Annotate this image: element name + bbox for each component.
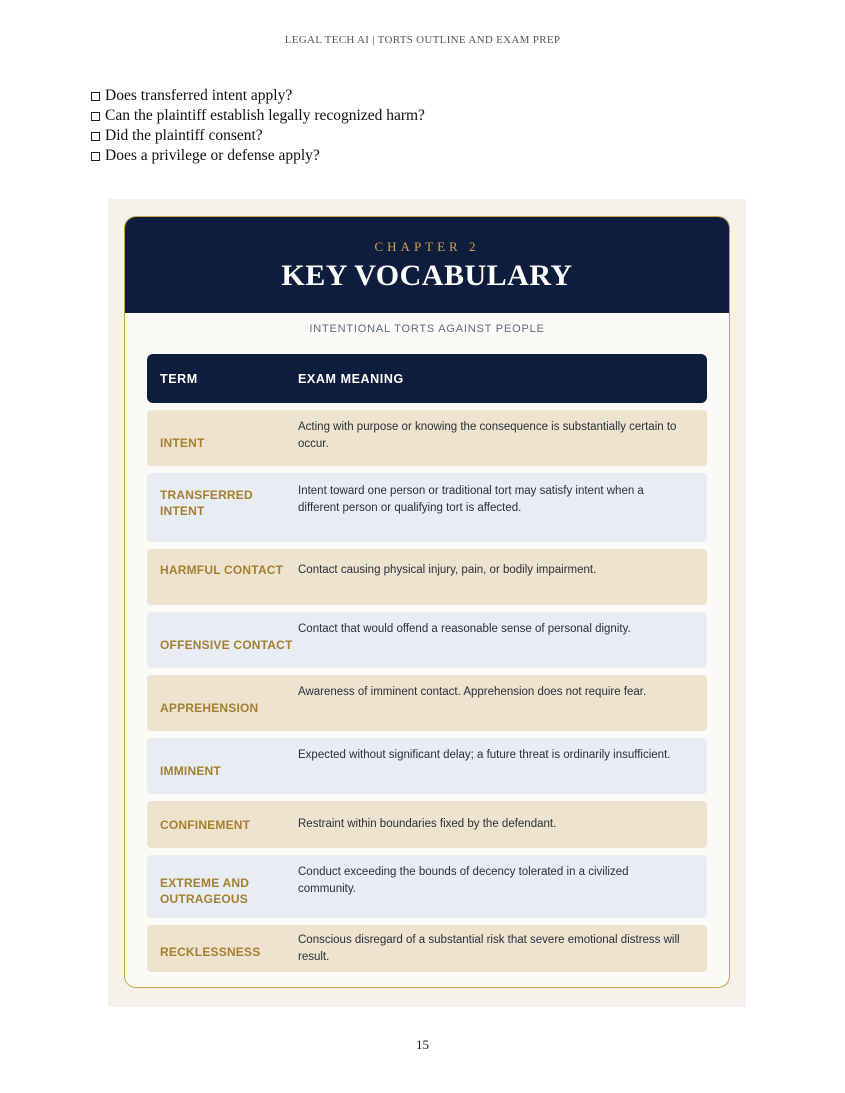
term-cell: APPREHENSION [160,700,259,715]
table-row [147,738,707,794]
meaning-cell: Restraint within boundaries fixed by the defendant. [298,818,557,830]
term-cell: CONFINEMENT [160,817,251,832]
vocabulary-card [124,216,730,988]
card-title: KEY VOCABULARY [281,259,573,292]
table-row [147,855,707,918]
term-cell: RECKLESSNESS [160,945,261,959]
meaning-cell: Contact that would offend a reasonable sense of personal dignity. [298,623,631,635]
running-header: LEGAL TECH AI | TORTS OUTLINE AND EXAM PREP [284,34,561,46]
term-cell: EXTREME AND OUTRAGEOUS [160,876,250,906]
checklist-item-text: Does a privilege or defense apply? [105,147,320,164]
meaning-cell: Acting with purpose or knowing the consequence is substantially certain to occur. [298,421,677,450]
table-row [147,801,707,848]
checklist-item-text: Can the plaintiff establish legally recognized harm? [105,107,425,124]
checkbox-icon [91,92,100,101]
column-header-meaning: EXAM MEANING [298,371,404,386]
term-cell: INTENT [160,435,205,450]
card-subtitle: INTENTIONAL TORTS AGAINST PEOPLE [309,323,545,335]
vocabulary-table [147,354,707,979]
checklist-item [91,86,425,106]
meaning-cell: Expected without significant delay; a future threat is ordinarily insufficient. [298,749,671,761]
column-header-term: TERM [160,371,198,386]
term-cell: HARMFUL CONTACT [160,563,284,577]
table-header [147,354,707,403]
checkbox-icon [91,112,100,121]
meaning-cell: Contact causing physical injury, pain, or bodily impairment. [298,564,597,576]
checklist-item [91,106,425,126]
checklist-item [91,126,425,146]
card-header [125,217,729,313]
checkbox-icon [91,152,100,161]
table-row [147,549,707,605]
checkbox-icon [91,132,100,141]
table-row [147,925,707,972]
checklist-item-text: Did the plaintiff consent? [105,127,263,144]
term-cell: TRANSFERRED INTENT [160,488,253,518]
meaning-cell: Conduct exceeding the bounds of decency tolerated in a civilized community. [298,866,629,895]
table-row [147,612,707,668]
checklist-item-text: Does transferred intent apply? [105,87,293,104]
term-cell: OFFENSIVE CONTACT [160,637,293,652]
checklist [91,86,425,166]
meaning-cell: Conscious disregard of a substantial risk that severe emotional distress will result. [298,934,680,963]
table-row [147,473,707,542]
page-number: 15 [416,1037,429,1052]
table-row [147,410,707,466]
table-row [147,675,707,731]
meaning-cell: Awareness of imminent contact. Apprehension does not require fear. [298,686,647,698]
vocabulary-figure [108,199,746,1007]
term-cell: IMMINENT [160,763,221,778]
chapter-label: CHAPTER 2 [374,239,480,254]
checklist-item [91,146,425,166]
meaning-cell: Intent toward one person or traditional tort may satisfy intent when a different person or qualifying tort is affected. [298,485,644,514]
